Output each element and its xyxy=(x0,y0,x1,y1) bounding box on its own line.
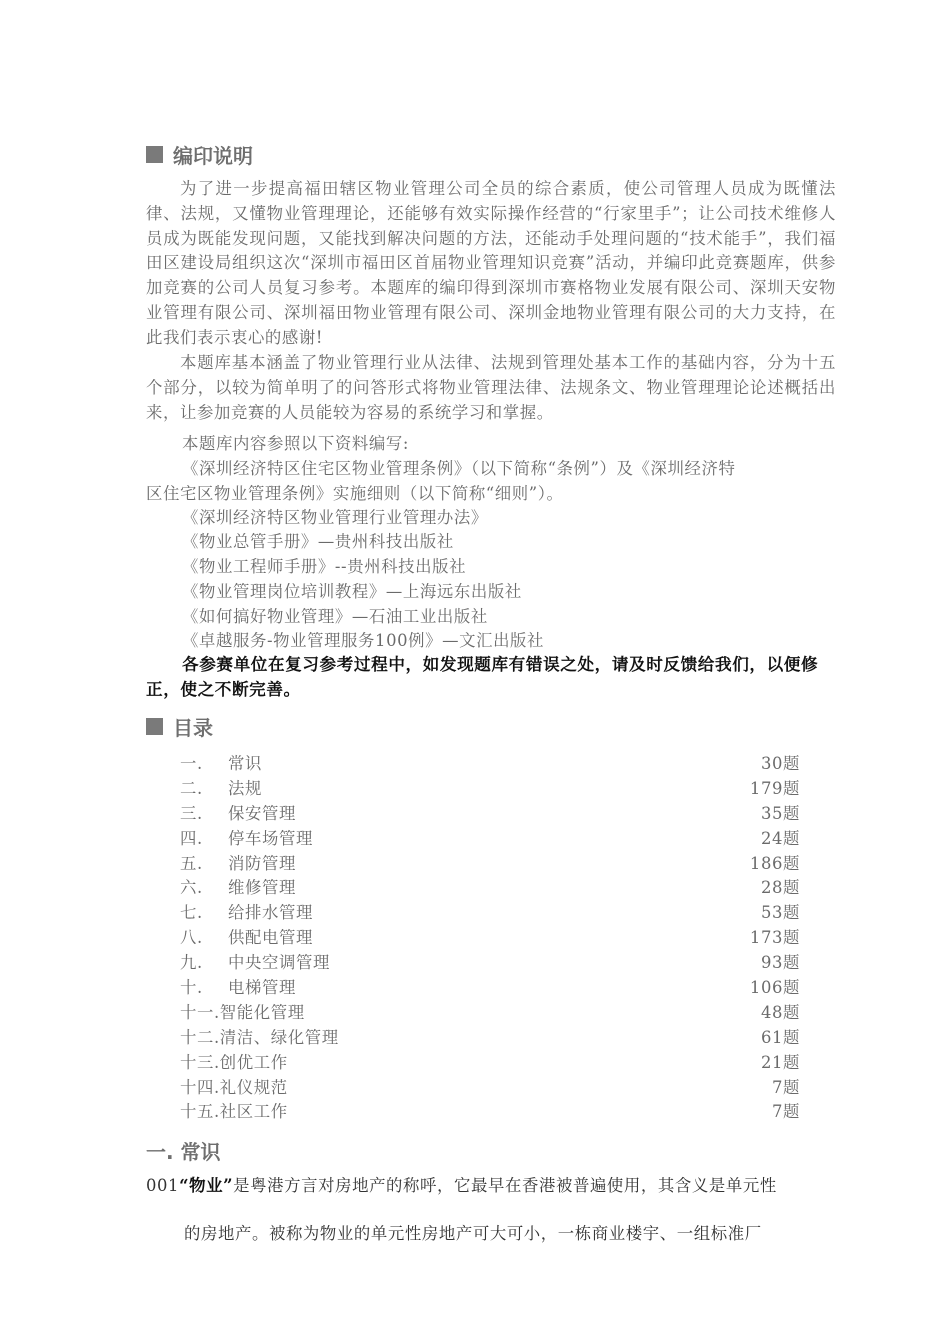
toc-number: 七. xyxy=(180,903,203,923)
toc-row[interactable] xyxy=(180,1074,800,1099)
toc-title: 消防管理 xyxy=(228,853,296,873)
toc-heading xyxy=(146,712,213,741)
toc-title: 保安管理 xyxy=(228,803,296,823)
toc-number: 六. xyxy=(180,878,203,898)
toc-row[interactable] xyxy=(180,825,800,850)
toc-title: 电梯管理 xyxy=(228,978,296,998)
toc-number: 一. xyxy=(180,754,203,773)
toc-title: 十三.创优工作 xyxy=(180,1052,288,1072)
toc-title: 维修管理 xyxy=(228,878,296,898)
toc-row[interactable] xyxy=(180,800,800,825)
reference-3: 《物业总管手册》—贵州科技出版社 xyxy=(182,532,454,551)
question-number: 001 xyxy=(146,1176,180,1195)
toc-number: 十. xyxy=(180,978,203,998)
toc-count: 7题 xyxy=(771,1102,800,1122)
question-term: “物业” xyxy=(179,1176,234,1195)
reference-5: 《物业管理岗位培训教程》—上海远东出版社 xyxy=(182,582,522,601)
toc-title: 常识 xyxy=(228,754,262,773)
reference-2: 《深圳经济特区物业管理行业管理办法》 xyxy=(182,508,488,527)
toc-count: 186题 xyxy=(749,853,800,873)
toc-number: 四. xyxy=(180,828,203,848)
toc-count: 35题 xyxy=(760,803,800,823)
toc-title: 供配电管理 xyxy=(228,928,313,948)
square-bullet-icon xyxy=(146,718,163,735)
reference-1b: 区住宅区物业管理条例》实施细则（以下简称“细则”）。 xyxy=(146,484,564,503)
question-text: 是粤港方言对房地产的称呼，它最早在香港被普遍使用，其含义是单元性 xyxy=(233,1176,777,1195)
toc-count: 93题 xyxy=(760,953,800,973)
toc-row[interactable] xyxy=(180,999,800,1024)
toc-title: 十五.社区工作 xyxy=(180,1102,288,1122)
toc-count: 106题 xyxy=(749,978,800,998)
toc-title: 十一.智能化管理 xyxy=(180,1002,305,1022)
toc-row[interactable] xyxy=(180,850,800,875)
reference-1a: 《深圳经济特区住宅区物业管理条例》（以下简称“条例”）及《深圳经济特 xyxy=(182,459,736,478)
toc-row[interactable] xyxy=(180,1049,800,1074)
preface-heading xyxy=(146,140,253,169)
question-001 xyxy=(146,1174,836,1198)
toc-title: 法规 xyxy=(228,778,262,798)
toc-count: 173题 xyxy=(749,928,800,948)
toc-row[interactable] xyxy=(180,874,800,899)
preface-heading-text: 编印说明 xyxy=(173,144,253,168)
toc-count: 48题 xyxy=(760,1002,800,1022)
toc-number: 八. xyxy=(180,928,203,948)
preface-paragraph-2: 本题库基本涵盖了物业管理行业从法律、法规到管理处基本工作的基础内容，分为十五个部分，以较为简单明了的问答形式将物业管理法律、法规条文、物业管理理论论述概括出来，让参加竞赛的人员能较为容易的系统学习和掌握。 xyxy=(146,353,836,422)
toc-row[interactable] xyxy=(180,775,800,800)
reference-4: 《物业工程师手册》--贵州科技出版社 xyxy=(182,557,467,576)
toc-title: 给排水管理 xyxy=(228,903,313,923)
toc-count: 53题 xyxy=(760,903,800,923)
toc-count: 30题 xyxy=(760,754,800,773)
toc-title: 中央空调管理 xyxy=(228,953,330,973)
question-001-continued: 的房地产。被称为物业的单元性房地产可大可小，一栋商业楼宇、一组标准厂 xyxy=(184,1224,762,1243)
section-heading: 一. 常识 xyxy=(146,1140,221,1164)
preface-paragraph-3: 本题库内容参照以下资料编写: xyxy=(182,434,409,453)
toc-count: 21题 xyxy=(760,1052,800,1072)
toc-number: 五. xyxy=(180,853,203,873)
toc-count: 61题 xyxy=(760,1027,800,1047)
toc-row[interactable] xyxy=(180,750,800,775)
reference-7: 《卓越服务-物业管理服务100例》—文汇出版社 xyxy=(182,631,545,650)
toc-number: 二. xyxy=(180,778,203,798)
toc-count: 28题 xyxy=(760,878,800,898)
preface-paragraph-1: 为了进一步提高福田辖区物业管理公司全员的综合素质，使公司管理人员成为既懂法律、法规，又懂物业管理理论，还能够有效实际操作经营的“行家里手”；让公司技术维修人员成为既能发现问题，又能找到解决问题的方法，还能动手处理问题的“技术能手”，我们福田区建设局组织这次“深圳市福田区首届物业管理知识竞赛”活动，并编印此竞赛题库，供参加竞赛的公司人员复习参考。本题库的编印得到深圳市赛格物业发展有限公司、深圳天安物业管理有限公司、深圳福田物业管理有限公司、深圳金地物业管理有限公司的大力支持，在此我们表示衷心的感谢! xyxy=(146,179,836,347)
toc-number: 三. xyxy=(180,803,203,823)
toc-number: 九. xyxy=(180,953,203,973)
feedback-note: 各参赛单位在复习参考过程中，如发现题库有错误之处，请及时反馈给我们，以便修正，使之不断完善。 xyxy=(146,654,819,699)
table-of-contents xyxy=(180,750,800,1123)
toc-row[interactable] xyxy=(180,1098,800,1123)
toc-row[interactable] xyxy=(180,1024,800,1049)
toc-count: 24题 xyxy=(760,828,800,848)
reference-6: 《如何搞好物业管理》—石油工业出版社 xyxy=(182,607,488,626)
toc-heading-text: 目录 xyxy=(173,716,213,740)
toc-title: 十四.礼仪规范 xyxy=(180,1077,288,1097)
toc-count: 179题 xyxy=(749,778,800,798)
square-bullet-icon xyxy=(146,146,163,163)
toc-title: 停车场管理 xyxy=(228,828,313,848)
toc-row[interactable] xyxy=(180,899,800,924)
toc-row[interactable] xyxy=(180,949,800,974)
toc-row[interactable] xyxy=(180,974,800,999)
toc-count: 7题 xyxy=(771,1077,800,1097)
toc-title: 十二.清洁、绿化管理 xyxy=(180,1027,339,1047)
toc-row[interactable] xyxy=(180,924,800,949)
